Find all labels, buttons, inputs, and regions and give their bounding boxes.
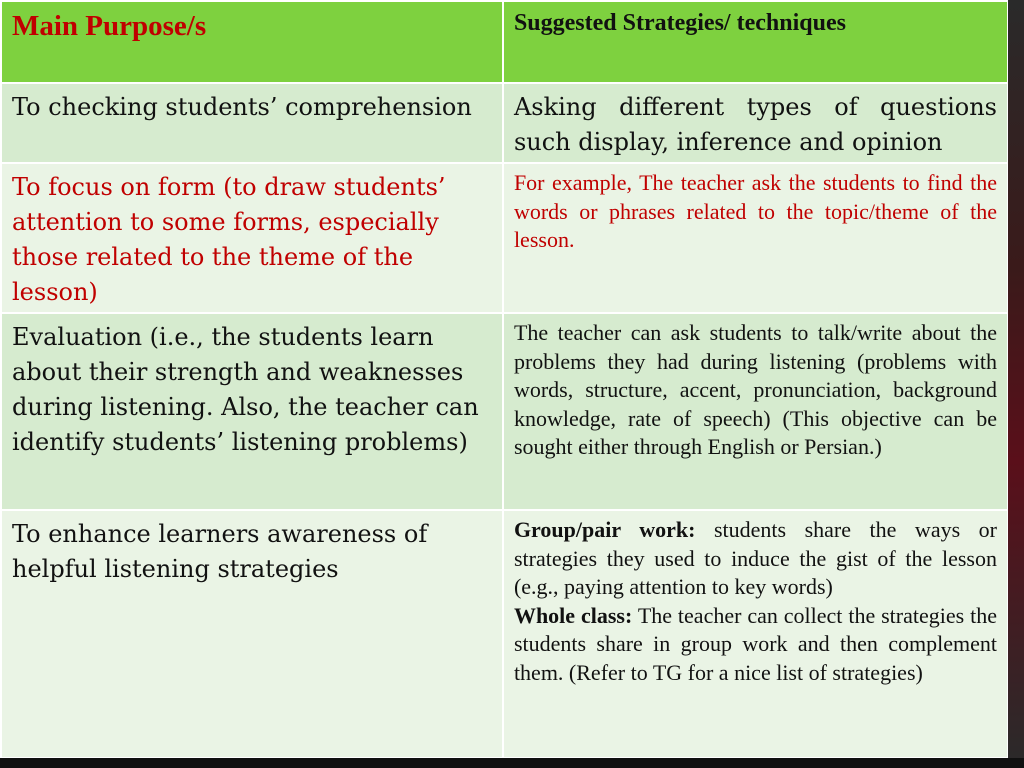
group-work-label: Group/pair work: (513, 517, 696, 542)
purpose-text: To focus on form (to draw students’ attention to some forms, especially those related to the theme of the lesson) (12, 173, 446, 306)
purpose-cell (1, 83, 503, 163)
whole-class-label: Whole class: (513, 602, 633, 628)
purpose-text: To checking students’ comprehension (12, 93, 472, 121)
strategy-cell (503, 510, 1008, 758)
group-work-text: students share the ways or strategies they used to induce the gist of the lesson (e.g., paying attention to key words) (513, 517, 997, 599)
strategy-text: The teacher can ask students to talk/write about the problems they had during listening (problems with words, structure, accent, pronunciation, background knowledge, rate of speech) (This objective can be sought either through English or Persian.) (513, 320, 997, 459)
strategy-cell (503, 83, 1008, 163)
strategy-cell (503, 313, 1008, 510)
purpose-cell (1, 163, 503, 313)
slide-edge-decoration (1008, 0, 1024, 768)
purpose-text: To enhance learners awareness of helpful listening strategies (12, 520, 428, 583)
strategy-cell (503, 163, 1008, 313)
header-purpose: Main Purpose/s (12, 10, 207, 42)
strategy-text: Asking different types of questions such display, inference and opinion (513, 93, 997, 156)
table-row (1, 163, 1008, 313)
table-row (1, 83, 1008, 163)
slide-bottom-border (0, 758, 1024, 768)
strategy-text: For example, The teacher ask the students to find the words or phrases related to the topic/theme of the lesson. (513, 170, 997, 252)
purpose-cell (1, 510, 503, 758)
header-strategies: Suggested Strategies/ techniques (513, 10, 846, 36)
strategy-text (514, 511, 997, 687)
table-row (1, 510, 1008, 758)
header-cell-strategies (503, 1, 1008, 83)
whole-class-text: The teacher can collect the strategies the students share in group work and then complement them. (Refer to TG for a nice list of strategies) (513, 602, 997, 685)
table-header-row (1, 1, 1008, 83)
purpose-text: Evaluation (i.e., the students learn about their strength and weaknesses during listening. Also, the teacher can identify students’ listening problems) (12, 323, 479, 456)
header-cell-purpose (1, 1, 503, 83)
table-row (1, 313, 1008, 510)
purpose-cell (1, 313, 503, 510)
